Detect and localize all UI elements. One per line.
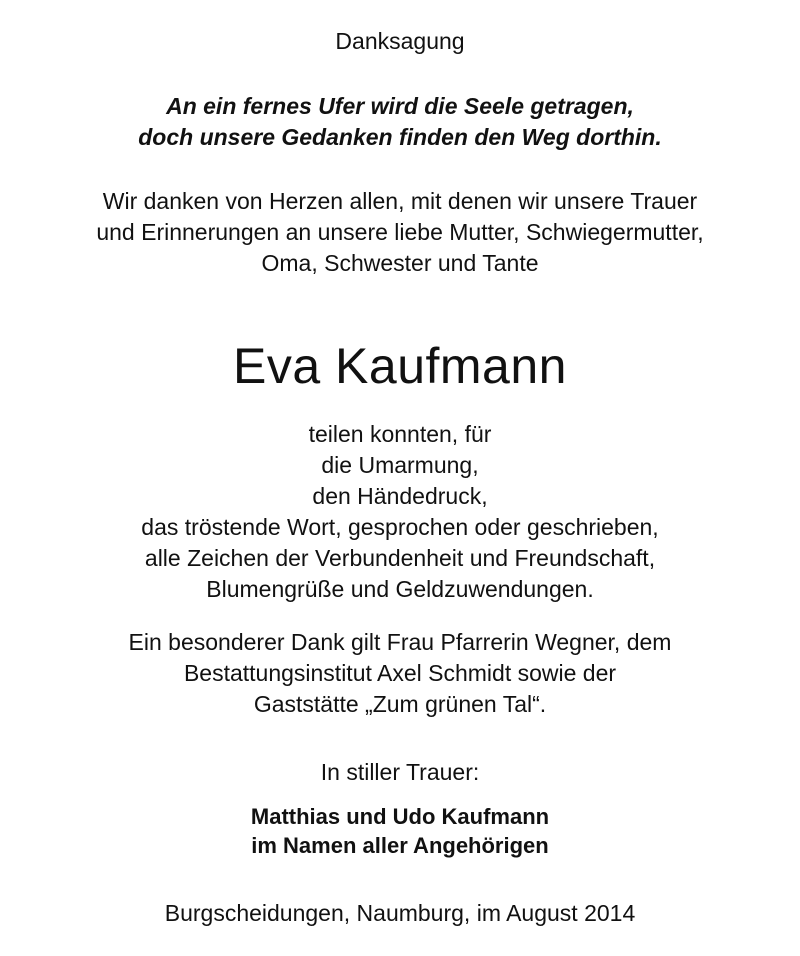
thanks-line: den Händedruck,	[312, 483, 488, 509]
special-thanks-line: Bestattungsinstitut Axel Schmidt sowie der	[183, 660, 617, 686]
signer-line: Matthias und Udo Kaufmann	[250, 804, 550, 829]
deceased-name	[0, 335, 800, 397]
signer-line: im Namen aller Angehörigen	[251, 833, 549, 858]
special-thanks	[0, 627, 800, 720]
notice-heading	[0, 26, 800, 56]
quote-line: doch unsere Gedanken finden den Weg dorthin.	[138, 124, 662, 150]
mourning-label	[0, 757, 800, 787]
intro-line: Wir danken von Herzen allen, mit denen wir unsere Trauer	[102, 188, 698, 214]
quote-line: An ein fernes Ufer wird die Seele getragen,	[166, 93, 634, 119]
thanks-list	[0, 419, 800, 605]
place-date	[0, 898, 800, 928]
thanks-line: alle Zeichen der Verbundenheit und Freundschaft,	[144, 545, 656, 571]
thanks-line: teilen konnten, für	[308, 421, 492, 447]
special-thanks-line: Gaststätte „Zum grünen Tal“.	[253, 691, 547, 717]
special-thanks-line: Ein besonderer Dank gilt Frau Pfarrerin Wegner, dem	[128, 629, 672, 655]
signers-block	[0, 802, 800, 860]
mourning-label-text: In stiller Trauer:	[320, 759, 480, 785]
intro-paragraph	[0, 186, 800, 279]
intro-line: Oma, Schwester und Tante	[261, 250, 539, 276]
heading-text: Danksagung	[335, 28, 465, 54]
thanks-line: Blumengrüße und Geldzuwendungen.	[206, 576, 594, 602]
thanks-line: das tröstende Wort, gesprochen oder geschrieben,	[141, 514, 659, 540]
thanks-line: die Umarmung,	[321, 452, 479, 478]
place-date-text: Burgscheidungen, Naumburg, im August 2014	[164, 900, 636, 926]
deceased-name-text: Eva Kaufmann	[233, 338, 567, 394]
intro-line: und Erinnerungen an unsere liebe Mutter, Schwiegermutter,	[96, 219, 704, 245]
memorial-quote	[0, 91, 800, 153]
